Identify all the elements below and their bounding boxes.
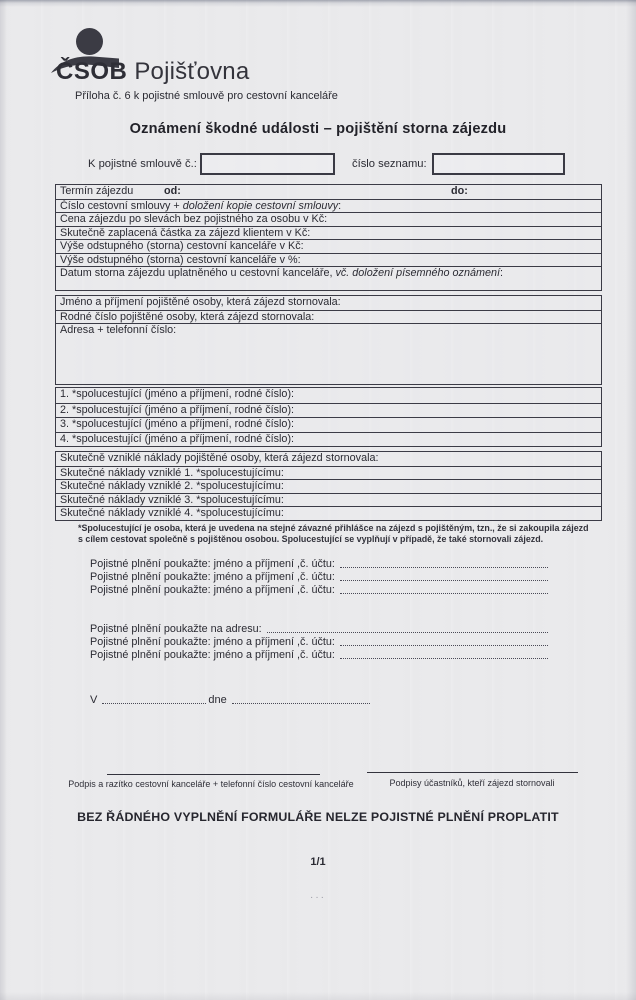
row-companion-4[interactable] bbox=[56, 432, 601, 447]
trip-term-label: Termín zájezdu bbox=[60, 185, 134, 197]
companion-4-label: 4. *spolucestující (jméno a příjmení, rodné číslo): bbox=[60, 432, 295, 445]
payout-account-label: Pojistné plnění poukažte: jméno a příjmení ,č. účtu: bbox=[90, 648, 335, 661]
trip-price-label: Cena zájezdu po slevách bez pojistného za osobu v Kč: bbox=[60, 213, 328, 225]
payout-account-label: Pojistné plnění poukažte: jméno a příjmení ,č. účtu: bbox=[90, 557, 335, 570]
attachment-note: Příloha č. 6 k pojistné smlouvě pro cestovní kanceláře bbox=[75, 90, 338, 102]
trip-term-from-label: od: bbox=[164, 185, 181, 197]
insured-address-label: Adresa + telefonní číslo: bbox=[60, 324, 177, 336]
date-label: dne bbox=[208, 694, 227, 706]
brand-csob: ČSOB bbox=[56, 58, 128, 85]
page-number: 1/1 bbox=[310, 856, 326, 868]
row-insured-address[interactable] bbox=[56, 323, 601, 384]
paid-amount-label: Skutečně zaplacená částka za zájezd klientem v Kč: bbox=[60, 226, 311, 239]
scan-artifact-dots: ··· bbox=[310, 892, 326, 903]
cancellation-fee-percent-label: Výše odstupného (storna) cestovní kanceláře v %: bbox=[60, 253, 301, 266]
payout-account-write-in-3[interactable] bbox=[340, 593, 548, 594]
companion-1-label: 1. *spolucestující (jméno a příjmení, rodné číslo): bbox=[60, 388, 295, 400]
policy-number-label: K pojistné smlouvě č.: bbox=[88, 158, 197, 170]
completion-warning: BEZ ŘÁDNÉHO VYPLNĚNÍ FORMULÁŘE NELZE POJISTNÉ PLNĚNÍ PROPLATIT bbox=[77, 810, 559, 824]
costs-companion-2-label: Skutečné náklady vzniklé 2. *spolucestujícímu: bbox=[60, 480, 284, 492]
row-costs-insured[interactable] bbox=[56, 452, 601, 466]
payout-account-label: Pojistné plnění poukažte: jméno a příjmení ,č. účtu: bbox=[90, 635, 335, 648]
contract-number-label: Číslo cestovní smlouvy + bbox=[60, 199, 183, 212]
row-companion-3[interactable] bbox=[56, 417, 601, 432]
costs-companion-4-label: Skutečné náklady vzniklé 4. *spolucestujícímu: bbox=[60, 507, 284, 519]
insured-person-table bbox=[55, 295, 602, 385]
companions-table bbox=[55, 387, 602, 447]
participants-signature-label: Podpisy účastníků, kteří zájezd stornovali bbox=[389, 778, 555, 788]
trip-details-table bbox=[55, 184, 602, 291]
payout-address-label: Pojistné plnění poukažte na adresu: bbox=[90, 622, 262, 635]
row-insured-name[interactable] bbox=[56, 296, 601, 310]
contract-label-colon: : bbox=[338, 199, 342, 212]
cancellation-date-label: Datum storna zájezdu uplatněného u cestovní kanceláře, bbox=[60, 267, 336, 279]
payout-account-label: Pojistné plnění poukažte: jméno a příjmení ,č. účtu: bbox=[90, 570, 335, 583]
row-costs-companion-4[interactable] bbox=[56, 506, 601, 520]
payout-address-line bbox=[90, 622, 550, 635]
payout-address-group bbox=[90, 622, 550, 661]
insured-birth-number-label: Rodné číslo pojištěné osoby, která zájezd stornovala: bbox=[60, 310, 315, 323]
insured-name-label: Jméno a příjmení pojištěné osoby, která zájezd stornovala: bbox=[60, 296, 341, 308]
costs-table bbox=[55, 451, 602, 521]
companion-3-label: 3. *spolucestující (jméno a příjmení, rodné číslo): bbox=[60, 418, 295, 430]
payout-account-line-1 bbox=[90, 557, 550, 570]
footnote-line-1: *Spolucestující je osoba, která je uvedena na stejné závazné přihlášce na zájezd s pojištěným, tzn., že si zakoupila zájezd bbox=[78, 523, 589, 533]
payout-account-write-in-5[interactable] bbox=[340, 658, 548, 659]
brand-wordmark bbox=[56, 58, 249, 86]
costs-insured-label: Skutečně vzniklé náklady pojištěné osoby, která zájezd stornovala: bbox=[60, 452, 379, 464]
payout-account-line-3 bbox=[90, 583, 550, 596]
row-companion-1[interactable] bbox=[56, 388, 601, 403]
payout-address-write-in[interactable] bbox=[267, 632, 548, 633]
participants-signature-line[interactable] bbox=[367, 772, 578, 773]
trip-term-to-label: do: bbox=[451, 185, 468, 197]
payout-account-label: Pojistné plnění poukažte: jméno a příjmení ,č. účtu: bbox=[90, 583, 335, 596]
place-write-in[interactable] bbox=[102, 703, 206, 704]
row-trip-term[interactable] bbox=[56, 185, 601, 199]
list-number-label: číslo seznamu: bbox=[352, 158, 427, 170]
row-companion-2[interactable] bbox=[56, 403, 601, 418]
row-costs-companion-3[interactable] bbox=[56, 493, 601, 507]
row-paid-amount[interactable] bbox=[56, 226, 601, 240]
payout-account-group bbox=[90, 557, 550, 596]
place-and-date-line bbox=[90, 692, 350, 706]
costs-companion-1-label: Skutečné náklady vzniklé 1. *spolucestujícímu: bbox=[60, 466, 284, 479]
row-cancellation-date[interactable] bbox=[56, 266, 601, 290]
policy-number-input[interactable] bbox=[200, 153, 335, 175]
row-costs-companion-1[interactable] bbox=[56, 466, 601, 480]
written-notice-note: vč. doložení písemného oznámení bbox=[335, 267, 500, 279]
row-contract-number[interactable] bbox=[56, 199, 601, 213]
payout-account-write-in-1[interactable] bbox=[340, 567, 548, 568]
row-cancellation-fee-percent[interactable] bbox=[56, 253, 601, 267]
row-insured-birth-number[interactable] bbox=[56, 310, 601, 324]
row-cancellation-fee-czk[interactable] bbox=[56, 239, 601, 253]
companion-2-label: 2. *spolucestující (jméno a příjmení, rodné číslo): bbox=[60, 403, 295, 416]
costs-companion-3-label: Skutečné náklady vzniklé 3. *spolucestujícímu: bbox=[60, 493, 284, 506]
agency-signature-line[interactable] bbox=[107, 774, 320, 775]
payout-account-write-in-4[interactable] bbox=[340, 645, 548, 646]
payout-account-write-in-2[interactable] bbox=[340, 580, 548, 581]
list-number-input[interactable] bbox=[432, 153, 565, 175]
companion-definition-footnote bbox=[78, 523, 604, 545]
payout-account-line-2 bbox=[90, 570, 550, 583]
place-label: V bbox=[90, 694, 98, 706]
contract-copy-note: doložení kopie cestovní smlouvy bbox=[182, 199, 339, 212]
row-trip-price[interactable] bbox=[56, 212, 601, 226]
brand-pojistovna: Pojišťovna bbox=[134, 58, 250, 85]
page-title: Oznámení škodné události – pojištění storna zájezdu bbox=[129, 121, 507, 137]
date-write-in[interactable] bbox=[232, 703, 370, 704]
cancellation-fee-czk-label: Výše odstupného (storna) cestovní kanceláře v Kč: bbox=[60, 240, 304, 252]
payout-account-line-4 bbox=[90, 635, 550, 648]
payout-account-line-5 bbox=[90, 648, 550, 661]
row-costs-companion-2[interactable] bbox=[56, 479, 601, 493]
agency-signature-label: Podpis a razítko cestovní kanceláře + telefonní číslo cestovní kanceláře bbox=[68, 779, 354, 789]
footnote-line-2: s cílem cestovat společně s pojištěnou osobou. Spolucestující se vyplňují v případě, že také stornovali zájezd. bbox=[78, 533, 544, 544]
cancellation-date-colon: : bbox=[499, 267, 503, 279]
